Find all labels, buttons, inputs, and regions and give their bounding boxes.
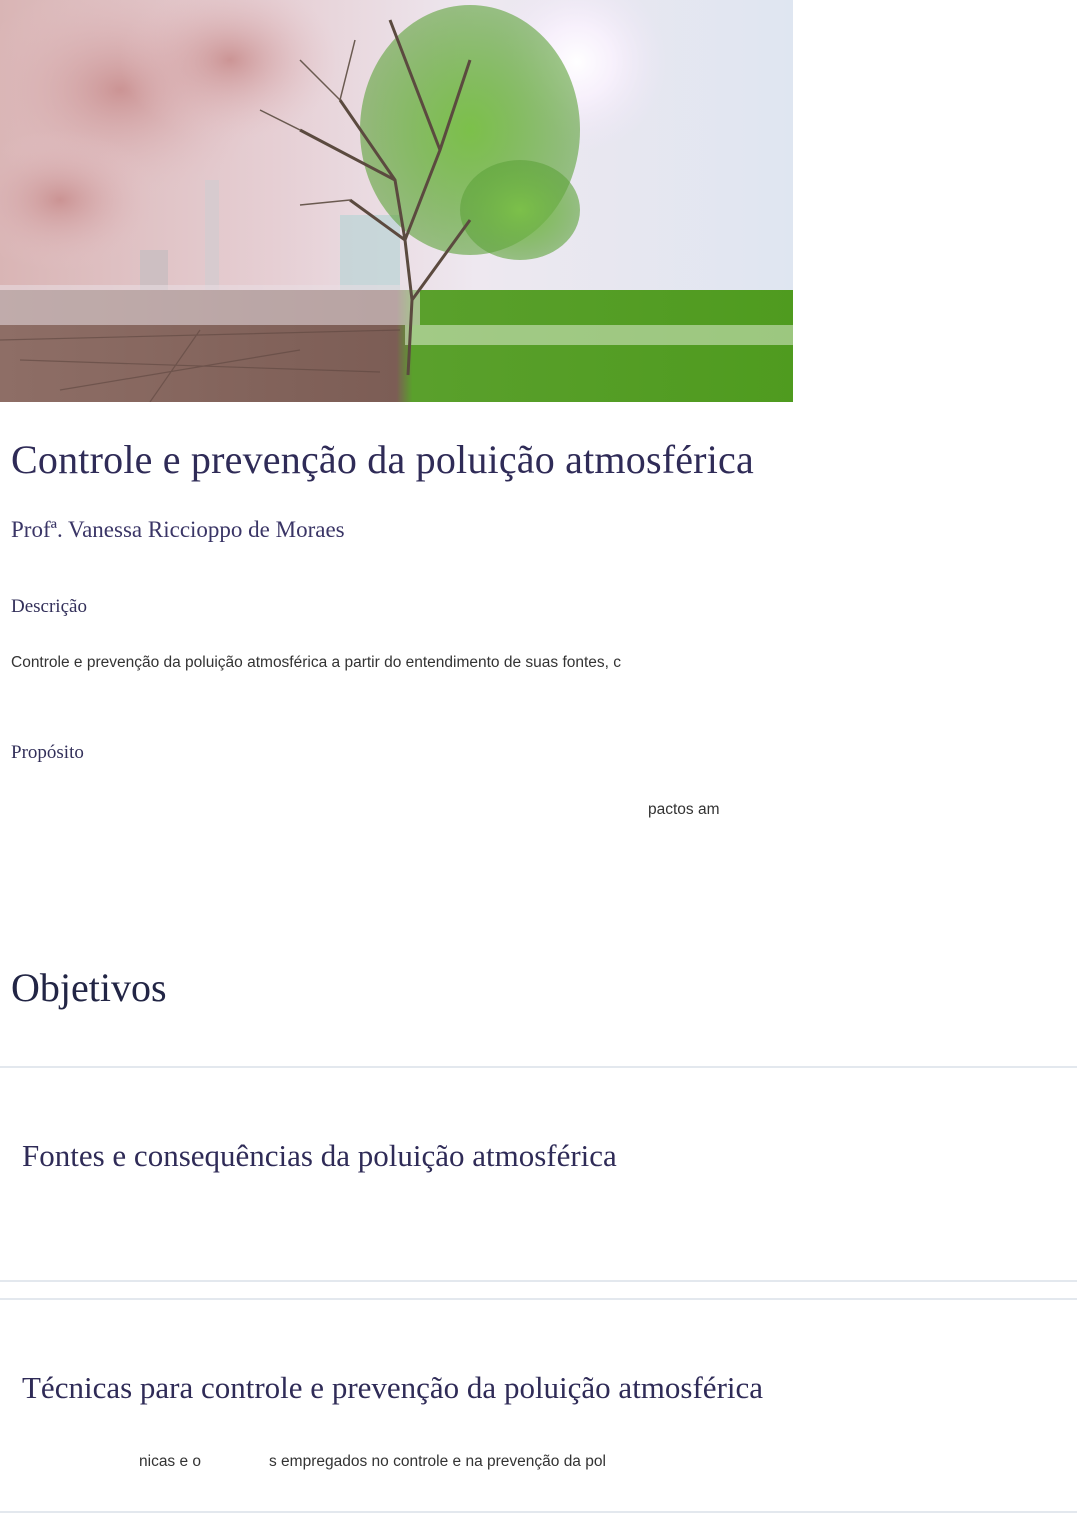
objetivos-title: Objetivos <box>11 965 167 1010</box>
author-name: Profª. Vanessa Riccioppo de Moraes <box>11 517 345 542</box>
objective-1-title: Fontes e consequências da poluição atmosférica <box>22 1138 617 1173</box>
divider <box>0 1298 1077 1300</box>
page-title: Controle e prevenção da poluição atmosférica <box>11 437 754 482</box>
objective-2-title: Técnicas para controle e prevenção da poluição atmosférica <box>22 1370 764 1405</box>
proposito-label: Propósito <box>11 742 84 763</box>
objective-2-text-fragment: nicas e o <box>139 1453 202 1470</box>
hero-image <box>0 0 793 402</box>
proposito-text: pactos am <box>648 801 720 818</box>
objective-2-text: s empregados no controle e na prevenção da pol <box>269 1453 606 1470</box>
divider <box>0 1066 1077 1068</box>
descricao-label: Descrição <box>11 596 87 617</box>
descricao-text: Controle e prevenção da poluição atmosférica a partir do entendimento de suas fontes, c <box>11 654 622 671</box>
divider <box>0 1511 1077 1513</box>
hero-illustration <box>0 0 793 402</box>
divider <box>0 1280 1077 1282</box>
